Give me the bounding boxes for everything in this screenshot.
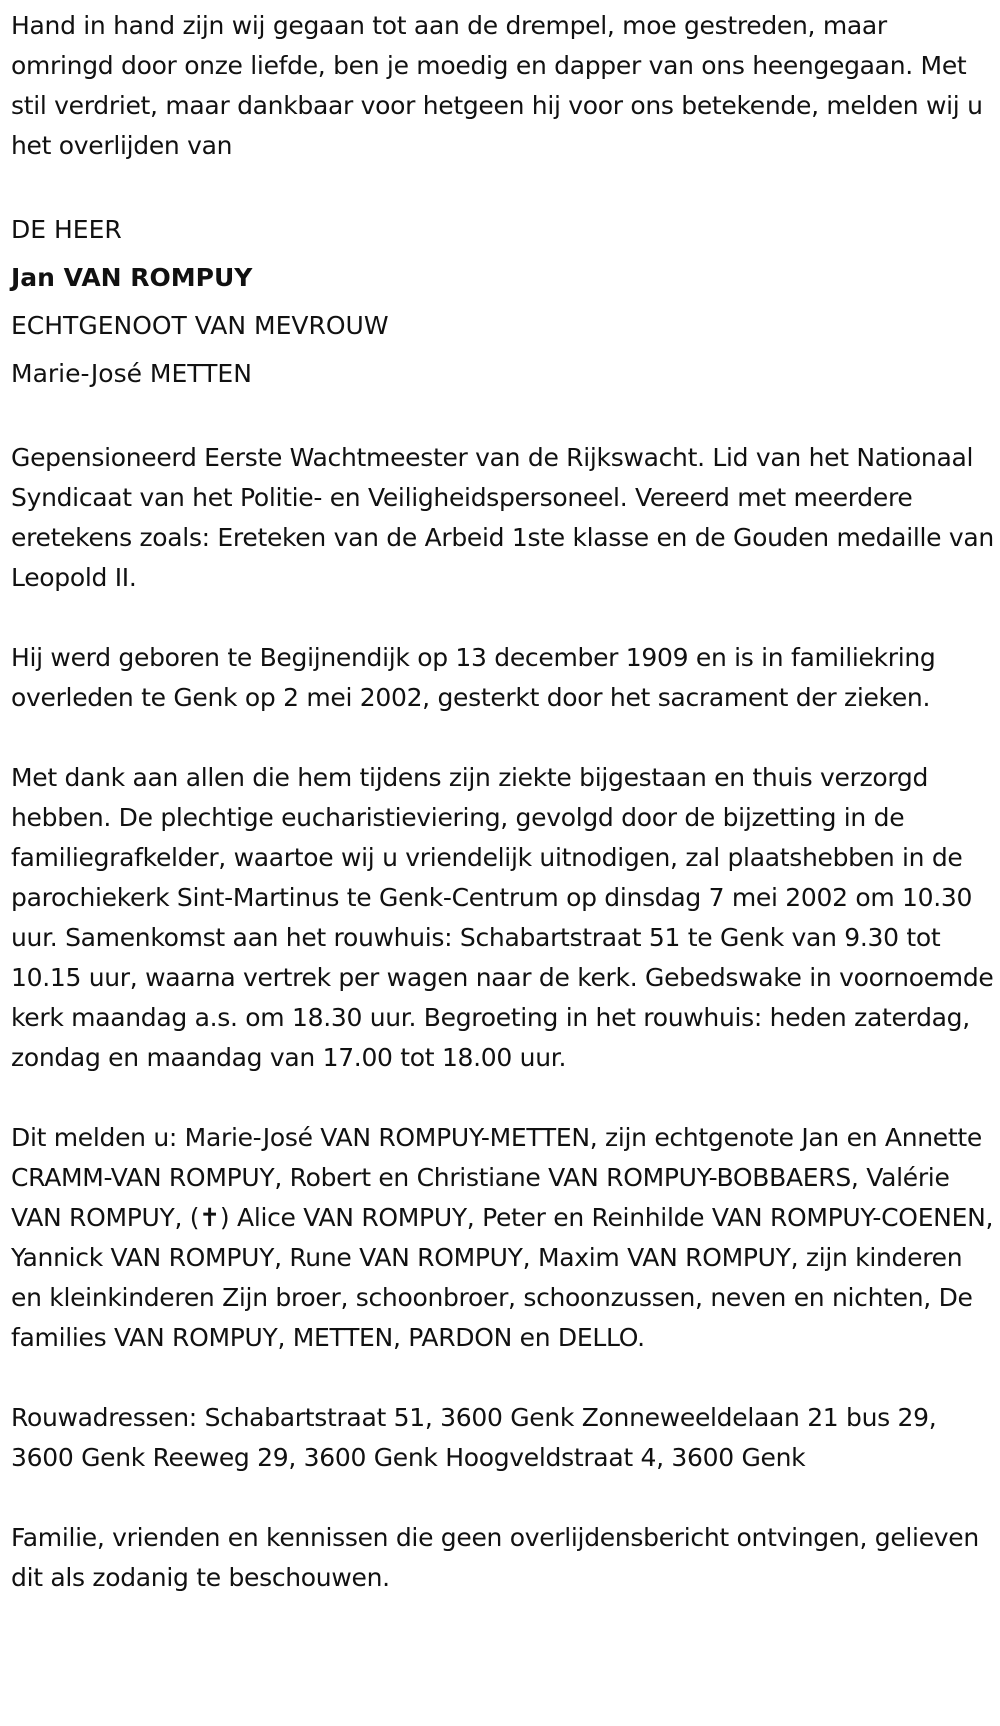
deceased-heading xyxy=(11,206,996,398)
career-paragraph: Gepensioneerd Eerste Wachtmeester van de Rijkswacht. Lid van het Nationaal Syndicaat van het Politie- en Veiligheidspersoneel. Vereerd met meerdere eretekens zoals: Ereteken van de Arbeid 1ste klasse en de Gouden medaille van Leopold II. xyxy=(11,443,994,592)
intro-paragraph: Hand in hand zijn wij gegaan tot aan de drempel, moe gestreden, maar omringd door onze liefde, ben je moedig en dapper van ons heengegaan. Met stil verdriet, maar dankbaar voor hetgeen hij voor ons betekende, melden wij u het overlijden van xyxy=(11,11,983,160)
addresses-paragraph: Rouwadressen: Schabartstraat 51, 3600 Genk Zonneweeldelaan 21 bus 29, 3600 Genk Reeweg 29, 3600 Genk Hoogveldstraat 4, 3600 Genk xyxy=(11,1403,937,1472)
birth-death-paragraph: Hij werd geboren te Begijnendijk op 13 december 1909 en is in familiekring overleden te Genk op 2 mei 2002, gesterkt door het sacrament der zieken. xyxy=(11,643,936,712)
ceremony-paragraph: Met dank aan allen die hem tijdens zijn ziekte bijgestaan en thuis verzorgd hebben. De plechtige eucharistieviering, gevolgd door de bijzetting in de familiegrafkelder, waartoe wij u vriendelijk uitnodigen, zal plaatshebben in de parochiekerk Sint-Martinus te Genk-Centrum op dinsdag 7 mei 2002 om 10.30 uur. Samenkomst aan het rouwhuis: Schabartstraat 51 te Genk van 9.30 tot 10.15 uur, waarna vertrek per wagen naar de kerk. Gebedswake in voornoemde kerk maandag a.s. om 18.30 uur. Begroeting in het rouwhuis: heden zaterdag, zondag en maandag van 17.00 tot 18.00 uur. xyxy=(11,763,994,1072)
announcers-paragraph: Dit melden u: Marie-José VAN ROMPUY-METTEN, zijn echtgenote Jan en Annette CRAMM-VAN ROMPUY, Robert en Christiane VAN ROMPUY-BOBBAERS, Valérie VAN ROMPUY, (✝) Alice VAN ROMPUY, Peter en Reinhilde VAN ROMPUY-COENEN, Yannick VAN ROMPUY, Rune VAN ROMPUY, Maxim VAN ROMPUY, zijn kinderen en kleinkinderen Zijn broer, schoonbroer, schoonzussen, neven en nichten, De families VAN ROMPUY, METTEN, PARDON en DELLO. xyxy=(11,1123,994,1352)
spouse-label: ECHTGENOOT VAN MEVROUW xyxy=(11,311,389,340)
deceased-name: Jan VAN ROMPUY xyxy=(11,263,253,292)
closing-paragraph: Familie, vrienden en kennissen die geen overlijdensbericht ontvingen, gelieven dit als zodanig te beschouwen. xyxy=(11,1523,979,1592)
spouse-name: Marie-José METTEN xyxy=(11,359,252,388)
honorific: DE HEER xyxy=(11,215,122,244)
